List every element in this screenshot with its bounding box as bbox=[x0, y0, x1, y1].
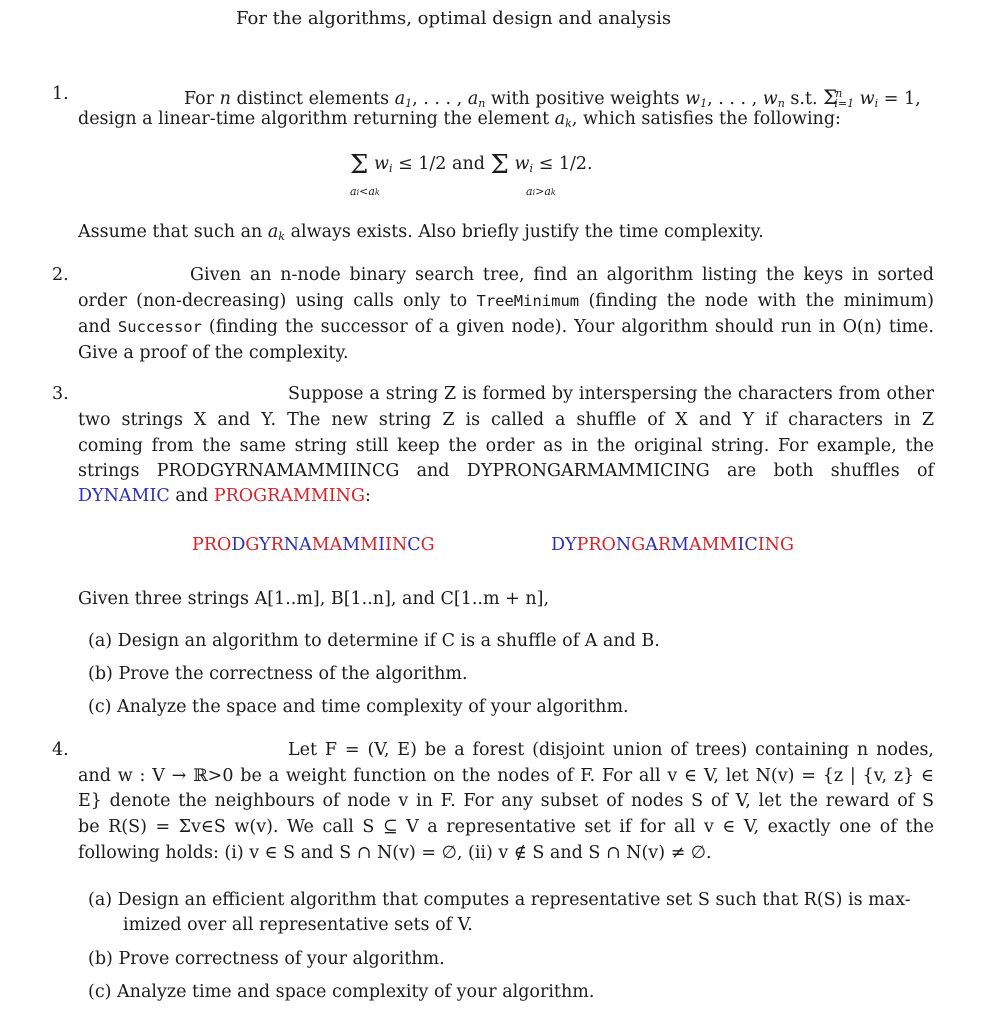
shuffle-segment: IC bbox=[737, 535, 758, 555]
shuffle-segment: A bbox=[645, 535, 658, 555]
problem-4-line-2: and w : V → ℝ>0 be a weight function on the nodes of F. For all v ∈ V, let N(v) = {z | {v, z} ∈ bbox=[78, 766, 934, 786]
shuffle-segment: G bbox=[245, 535, 260, 555]
shuffle-segment: I bbox=[378, 535, 386, 555]
problem-2-number: 2. bbox=[52, 265, 69, 285]
shuffle-segment: R bbox=[270, 535, 284, 555]
problem-3-line-1: Suppose a string Z is formed by interspersing the characters from other bbox=[288, 384, 934, 404]
problem-3-part-b: (b) Prove the correctness of the algorithm. bbox=[88, 664, 468, 684]
code-treeminimum: TreeMinimum bbox=[476, 292, 580, 310]
problem-3-line-4: strings PRODGYRNAMAMMIINCG and DYPRONGARMAMMICING are both shuffles of bbox=[78, 461, 934, 481]
problem-3-line-5: DYNAMIC and PROGRAMMING: bbox=[78, 486, 371, 506]
shuffle-segment: D bbox=[231, 535, 246, 555]
page-title: For the algorithms, optimal design and analysis bbox=[236, 8, 672, 29]
problem-2-line-3: and Successor (finding the successor of a given node). Your algorithm should run in O(n) time. bbox=[78, 317, 934, 337]
shuffle-segment: M bbox=[342, 535, 361, 555]
shuffle-segment: G bbox=[420, 535, 435, 555]
shuffle-segment: AMM bbox=[688, 535, 738, 555]
problem-4-part-c: (c) Analyze time and space complexity of your algorithm. bbox=[88, 982, 595, 1002]
shuffle-example-2 bbox=[551, 535, 794, 555]
problem-4-line-4: be R(S) = Σv∈S w(v). We call S ⊆ V a representative set if for all v ∈ V, exactly one of the bbox=[78, 817, 934, 837]
problem-3-number: 3. bbox=[52, 384, 69, 404]
problem-4-line-5: following holds: (i) v ∈ S and S ∩ N(v) = ∅, (ii) v ∉ S and S ∩ N(v) ≠ ∅. bbox=[78, 843, 712, 863]
shuffle-segment: M bbox=[671, 535, 689, 555]
problem-2-line-4: Give a proof of the complexity. bbox=[78, 343, 349, 363]
shuffle-segment: MA bbox=[311, 535, 343, 555]
shuffle-segment: P bbox=[192, 535, 204, 555]
shuffle-segment: NA bbox=[283, 535, 312, 555]
shuffle-segment: R bbox=[657, 535, 672, 555]
problem-4-part-b: (b) Prove correctness of your algorithm. bbox=[88, 949, 445, 969]
shuffle-segment: C bbox=[407, 535, 421, 555]
shuffle-segment: ING bbox=[757, 535, 794, 555]
problem-1-line-1: For n distinct elements $a_1$, . . . , $a_n$ with positive weights $w_1$, . . . , $w_n$ s.t. $\Sigma^n_{i=1}$ $w_i = 1$, bbox=[184, 85, 921, 110]
sum-index-right: ai>ak bbox=[526, 185, 556, 198]
shuffle-segment: M bbox=[360, 535, 379, 555]
sum-index-left: ai<ak bbox=[350, 185, 380, 198]
code-successor: Successor bbox=[117, 318, 202, 336]
problem-4-part-a-cont: imized over all representative sets of V. bbox=[123, 915, 473, 935]
problem-4-line-1: Let F = (V, E) be a forest (disjoint union of trees) containing n nodes, bbox=[288, 740, 934, 760]
shuffle-segment: N bbox=[615, 535, 632, 555]
problem-4-line-3: E} denote the neighbours of node v in F. For any subset of nodes S of V, let the reward of S bbox=[78, 791, 934, 811]
shuffle-segment: Y bbox=[259, 535, 271, 555]
problem-1-assume: Assume that such an $a_k$ always exists. Also briefly justify the time complexity. bbox=[78, 222, 764, 243]
problem-2-line-2: order (non-decreasing) using calls only to TreeMinimum (finding the node with the minimum) bbox=[78, 291, 934, 311]
problem-1-line-2: design a linear-time algorithm returning the element $a_k$, which satisfies the following: bbox=[78, 109, 841, 130]
problem-4-part-a: (a) Design an efficient algorithm that computes a representative set S such that R(S) is max- bbox=[88, 890, 911, 910]
problem-3-line-2: two strings X and Y. The new string Z is called a shuffle of X and Y if characters in Z bbox=[78, 410, 934, 430]
shuffle-example-1 bbox=[192, 535, 435, 555]
problem-2-line-1: Given an n-node binary search tree, find an algorithm listing the keys in sorted bbox=[190, 265, 934, 285]
problem-3-given: Given three strings A[1..m], B[1..n], and C[1..m + n], bbox=[78, 589, 550, 609]
problem-3-part-a: (a) Design an algorithm to determine if C is a shuffle of A and B. bbox=[88, 631, 660, 651]
problem-4-number: 4. bbox=[52, 740, 69, 760]
shuffle-segment: IN bbox=[385, 535, 408, 555]
shuffle-segment: DY bbox=[551, 535, 577, 555]
problem-1-formula: Σ $w_i \le 1/2$ and Σ $w_i \le 1/2$. bbox=[350, 150, 593, 180]
shuffle-segment: RO bbox=[203, 535, 232, 555]
problem-3-part-c: (c) Analyze the space and time complexity of your algorithm. bbox=[88, 697, 629, 717]
shuffle-segment: G bbox=[631, 535, 646, 555]
shuffle-segment: PRO bbox=[576, 535, 616, 555]
problem-3-line-3: coming from the same string still keep the order as in the original string. For example, the bbox=[78, 436, 934, 456]
problem-1-number: 1. bbox=[52, 84, 69, 104]
